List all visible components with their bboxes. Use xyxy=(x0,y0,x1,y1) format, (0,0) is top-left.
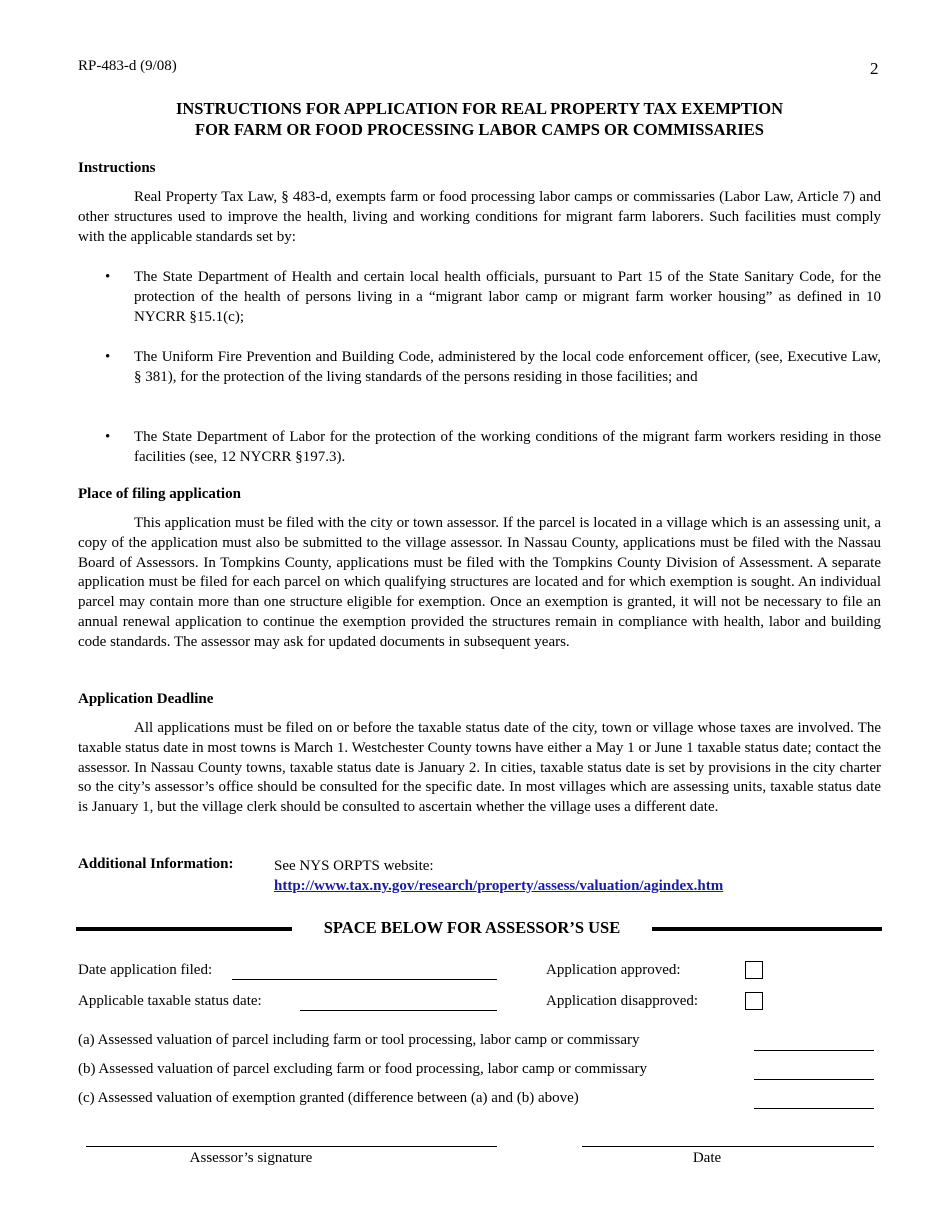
assessor-section-heading: SPACE BELOW FOR ASSESSOR’S USE xyxy=(323,918,621,937)
signature-field[interactable] xyxy=(86,1146,497,1147)
status-date-field[interactable] xyxy=(300,1010,497,1011)
page-title xyxy=(78,98,881,140)
filing-body: This application must be filed with the city or town assessor. If the parcel is located in a village which is an assessing unit, a copy of the application must also be submitted to the village assessor. In Nassau County, applications must be filed with the Nassau Board of Assessors. In Tompkins County, applications must be filed with the Tompkins County Division of Assessment. A separate application must be filed for each parcel on which qualifying structures are located and for which exemption is sought. An individual parcel may contain more than one structure eligible for exemption. Once an exemption is granted, it will not be necessary to file an annual renewal application to continue the exemption provided the structures remain in compliance with health, labor and building code standards. The assessor may ask for updated documents in subsequent years. xyxy=(78,515,881,650)
additional-info xyxy=(274,856,723,896)
valuation-c-field[interactable] xyxy=(754,1108,874,1109)
signature-date-label: Date xyxy=(692,1150,722,1166)
section-divider-right xyxy=(652,927,882,931)
form-id: RP-483-d (9/08) xyxy=(78,58,177,74)
additional-info-label: Additional Information: xyxy=(78,856,234,872)
deadline-heading: Application Deadline xyxy=(78,691,214,707)
bullet-text: The State Department of Labor for the protection of the working conditions of the migrant farm workers residing in those facilities (see, 12 NYCRR §197.3). xyxy=(134,429,881,465)
approved-label: Application approved: xyxy=(546,962,681,978)
valuation-b-label: (b) Assessed valuation of parcel excluding farm or food processing, labor camp or commissary xyxy=(78,1061,648,1077)
bullet-icon: • xyxy=(105,349,111,365)
status-date-label: Applicable taxable status date: xyxy=(78,993,262,1009)
date-filed-field[interactable] xyxy=(232,979,497,980)
bullet-item xyxy=(105,428,881,468)
filing-heading: Place of filing application xyxy=(78,486,241,502)
page-number: 2 xyxy=(870,59,879,78)
instructions-intro: Real Property Tax Law, § 483-d, exempts farm or food processing labor camps or commissaries (Labor Law, Article 7) and other structures used to improve the health, living and working conditions for migrant farm laborers. Such facilities must comply with the applicable standards set by: xyxy=(78,189,881,245)
approved-checkbox[interactable] xyxy=(745,961,763,979)
disapproved-label: Application disapproved: xyxy=(546,993,699,1009)
bullet-item xyxy=(105,268,881,327)
signature-label: Assessor’s signature xyxy=(189,1150,313,1166)
bullet-text: The State Department of Health and certain local health officials, pursuant to Part 15 of the State Sanitary Code, for the protection of the health of persons living in a “migrant labor camp or migrant farm worker housing” as defined in 10 NYCRR §15.1(c); xyxy=(134,269,881,325)
bullet-item xyxy=(105,348,881,388)
additional-info-text: See NYS ORPTS website: xyxy=(274,858,434,874)
valuation-b-field[interactable] xyxy=(754,1079,874,1080)
instructions-heading: Instructions xyxy=(78,160,156,176)
bullet-icon: • xyxy=(105,429,111,445)
disapproved-checkbox[interactable] xyxy=(745,992,763,1010)
orpts-website-link[interactable]: http://www.tax.ny.gov/research/property/assess/valuation/agindex.htm xyxy=(274,878,724,894)
date-filed-label: Date application filed: xyxy=(78,962,213,978)
valuation-a-field[interactable] xyxy=(754,1050,874,1051)
bullet-icon: • xyxy=(105,269,111,285)
valuation-c-label: (c) Assessed valuation of exemption granted (difference between (a) and (b) above) xyxy=(78,1090,579,1106)
valuation-a-label: (a) Assessed valuation of parcel including farm or tool processing, labor camp or commissary xyxy=(78,1032,640,1048)
title-line-2: FOR FARM OR FOOD PROCESSING LABOR CAMPS OR COMMISSARIES xyxy=(195,120,764,139)
bullet-text: The Uniform Fire Prevention and Building Code, administered by the local code enforcement officer, (see, Executive Law, § 381), for the protection of the living standards of the persons residing in those facilities; and xyxy=(134,349,881,385)
section-divider-left xyxy=(76,927,292,931)
title-line-1: INSTRUCTIONS FOR APPLICATION FOR REAL PROPERTY TAX EXEMPTION xyxy=(175,99,784,118)
deadline-body: All applications must be filed on or before the taxable status date of the city, town or village whose taxes are involved. The taxable status date in most towns is March 1. Westchester County towns have either a May 1 or June 1 taxable status date; contact the assessor. In Nassau County towns, taxable status date is January 2. In cities, taxable status date is set by provisions in the city charter so the city’s assessor’s office should be consulted for the specific date. In most villages which are assessing units, taxable status date is January 1, but the village clerk should be consulted to ascertain whether the village uses a different date. xyxy=(78,720,881,816)
signature-date-field[interactable] xyxy=(582,1146,874,1147)
